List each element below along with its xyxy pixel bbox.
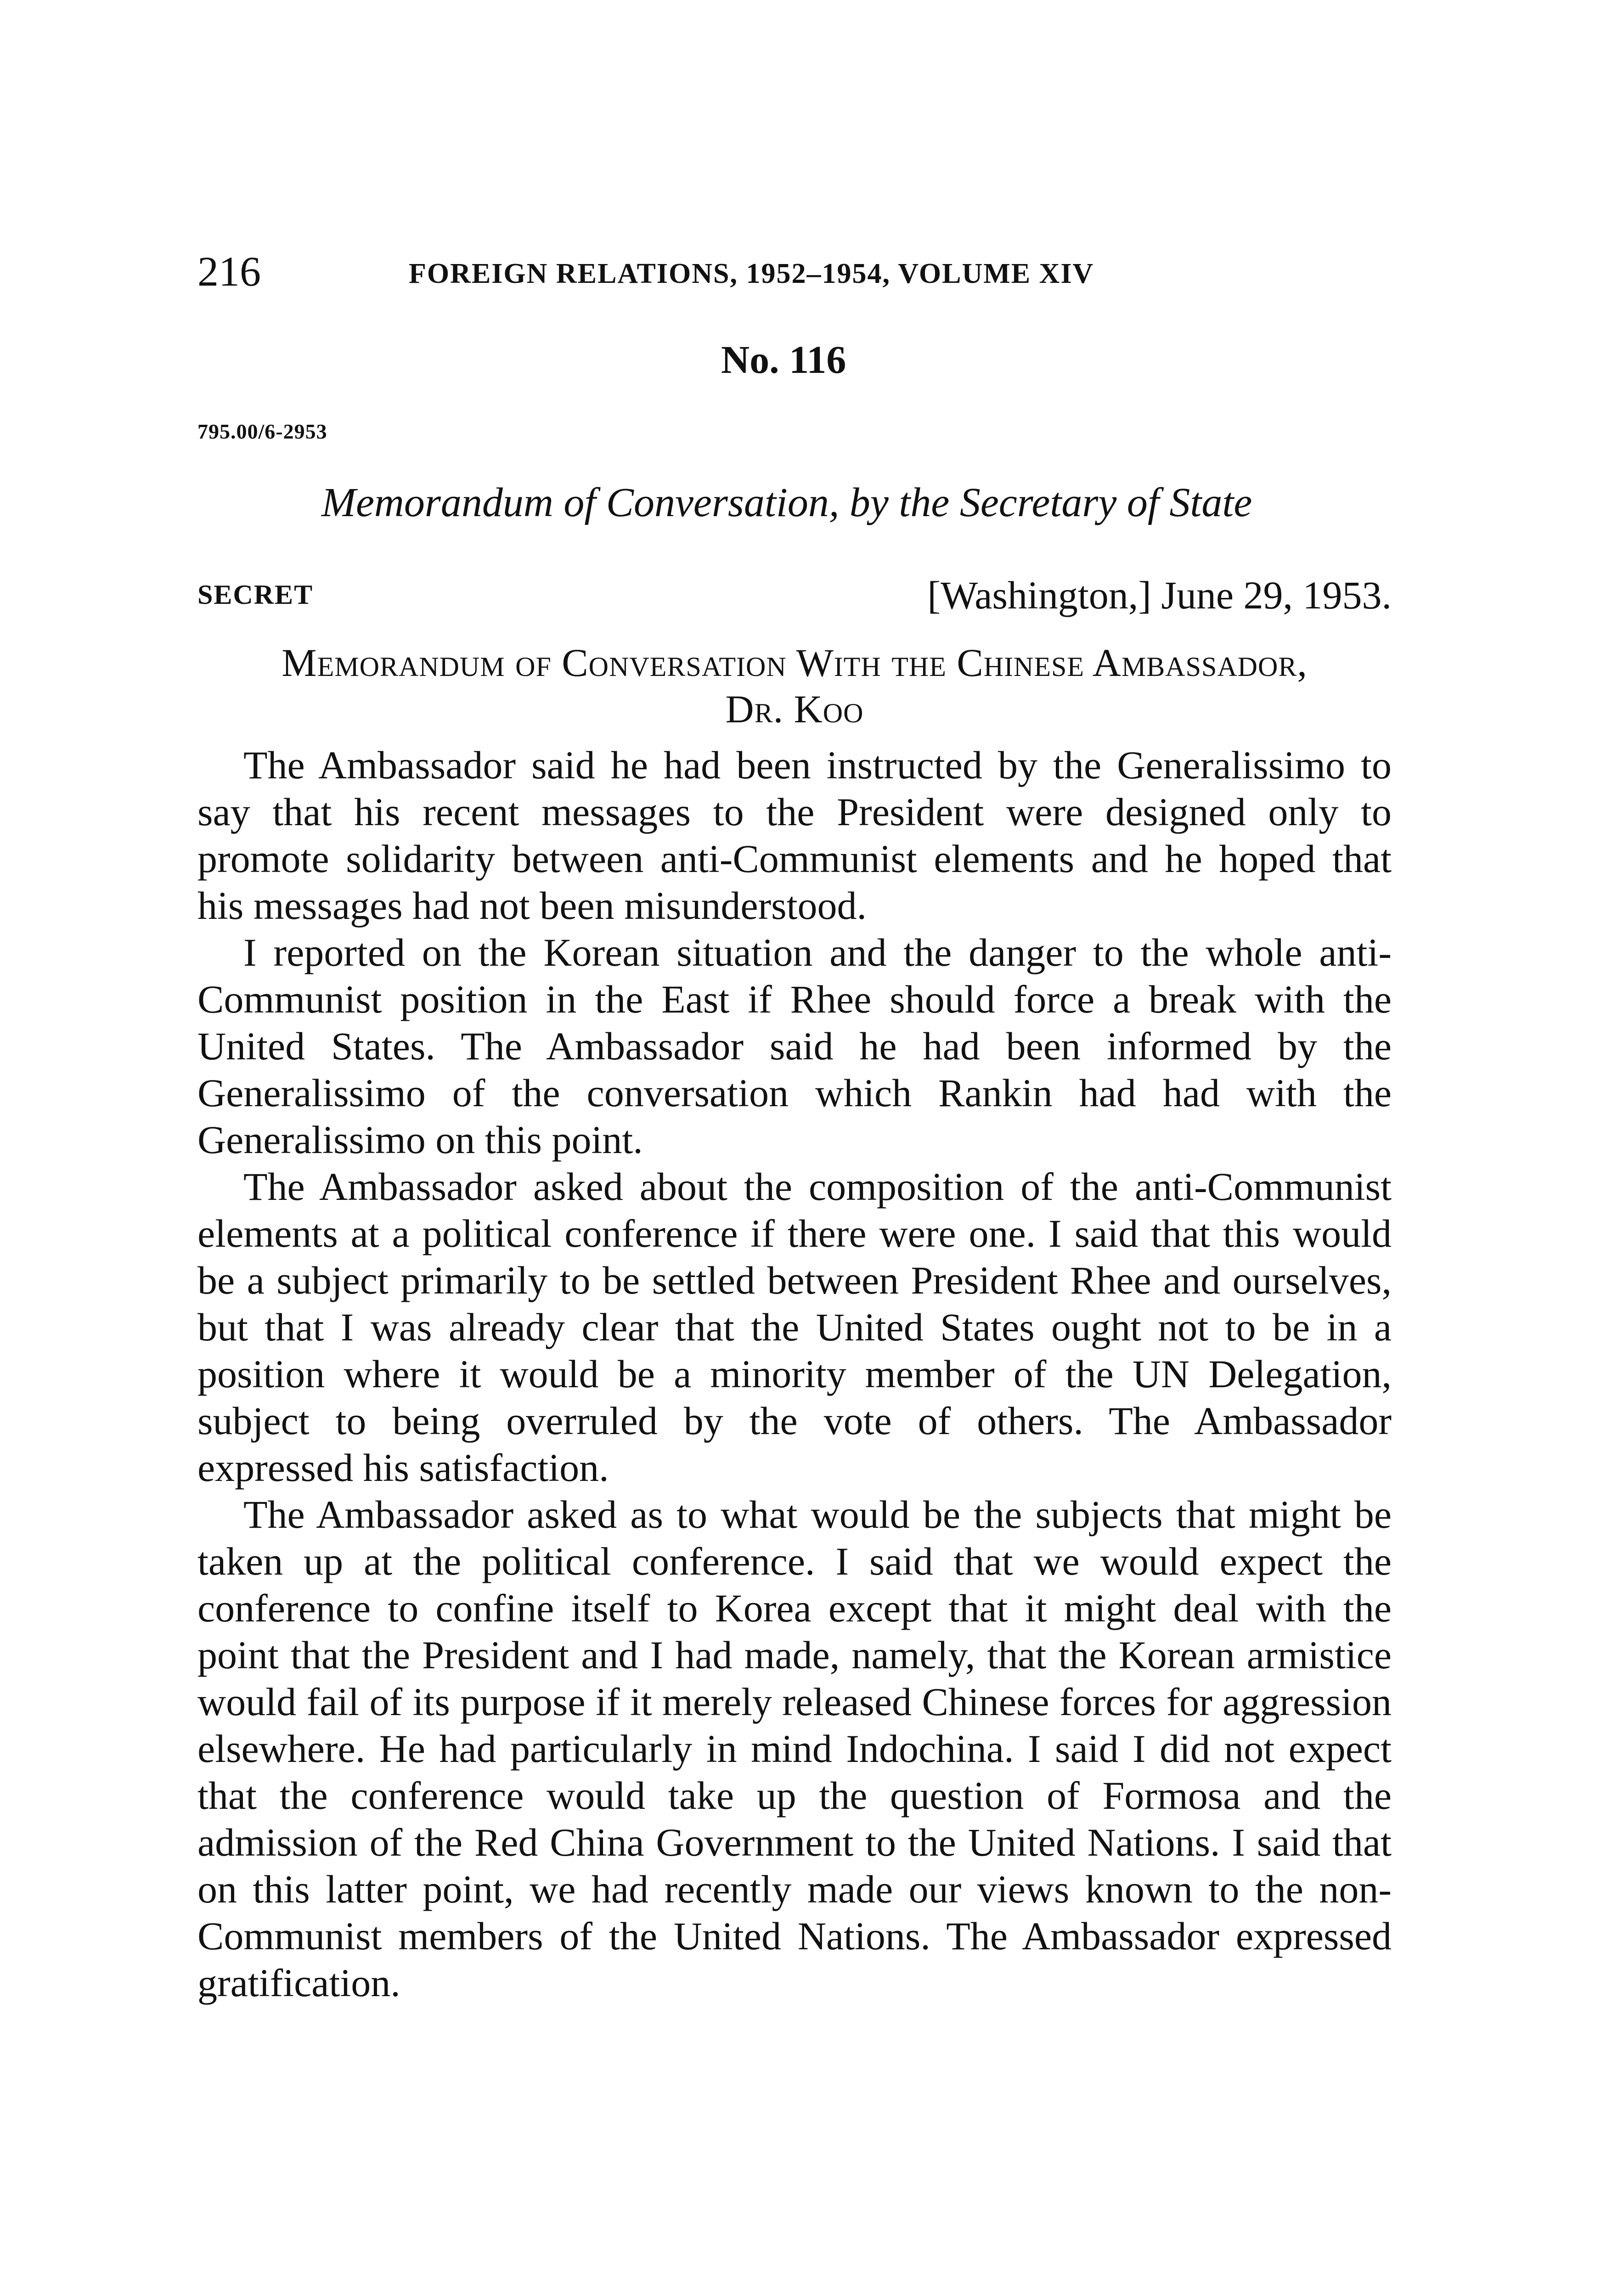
memorandum-heading-line-1: Memorandum of Conversation With the Chinese Ambassador, bbox=[282, 641, 1308, 685]
document-title: Memorandum of Conversation, by the Secretary of State bbox=[321, 480, 1252, 525]
dateline: [Washington,] June 29, 1953. bbox=[927, 573, 1392, 617]
classification-label: SECRET bbox=[197, 580, 314, 610]
running-header: FOREIGN RELATIONS, 1952–1954, VOLUME XIV bbox=[409, 258, 1094, 289]
memorandum-body bbox=[197, 742, 1392, 2006]
memorandum-heading bbox=[197, 640, 1392, 733]
body-paragraph-3: The Ambassador asked about the composition of the anti-Communist elements at a political conference if there were one. I said that this would be a subject primarily to be settled between President Rhee and ourselves, but that I was already clear that the United States ought not to be in a position where it would be a minority member of the UN Delegation, subject to being overruled by the vote of others. The Ambassador expressed his satisfaction. bbox=[197, 1165, 1392, 1490]
file-reference: 795.00/6-2953 bbox=[197, 420, 327, 443]
body-paragraph-1: The Ambassador said he had been instructed by the Generalissimo to say that his recent messages to the President were designed only to promote solidarity between anti-Communist elements and he hoped that his messages had not been misunderstood. bbox=[197, 743, 1392, 928]
body-paragraph-4: The Ambassador asked as to what would be the subjects that might be taken up at the political conference. I said that we would expect the conference to confine itself to Korea except that it might deal with the point that the President and I had made, namely, that the Korean armistice would fail of its purpose if it merely released Chinese forces for aggression elsewhere. He had particularly in mind Indochina. I said I did not expect that the conference would take up the question of Formosa and the admission of the Red China Government to the United Nations. I said that on this latter point, we had recently made our views known to the non-Communist members of the United Nations. The Ambassador expressed gratification. bbox=[197, 1492, 1392, 2005]
document-number: No. 116 bbox=[721, 338, 846, 382]
body-paragraph-2: I reported on the Korean situation and the danger to the whole anti-Communist position in the East if Rhee should force a break with the United States. The Ambassador said he had been informed by the Generalissimo of the conversation which Rankin had had with the Generalissimo on this point. bbox=[197, 930, 1392, 1162]
memorandum-heading-line-2: Dr. Koo bbox=[725, 687, 864, 732]
page-number: 216 bbox=[197, 248, 261, 295]
